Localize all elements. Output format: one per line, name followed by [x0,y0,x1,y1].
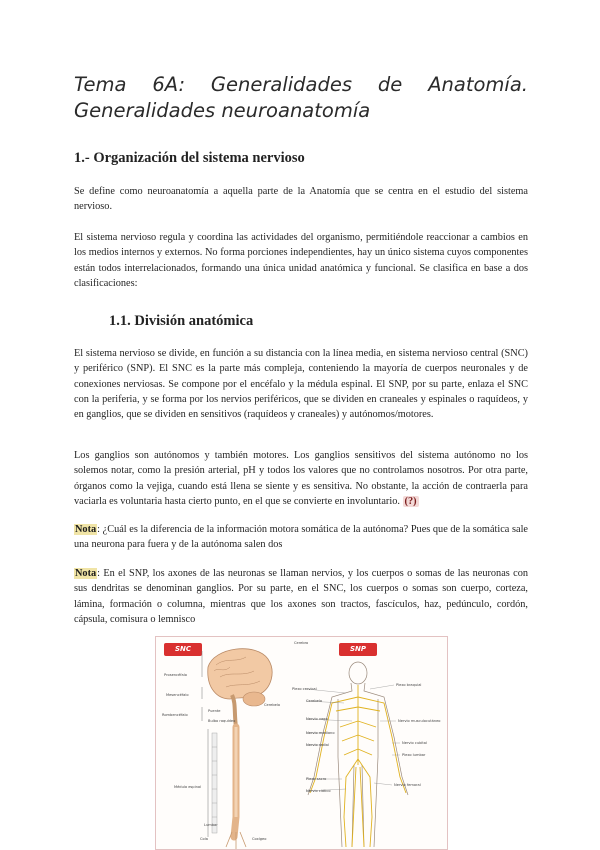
paragraph-sistema-nervioso: El sistema nervioso regula y coordina las actividades del organismo, permitiéndole reaccionar a cambios en los medios internos y externos. No forma porciones independientes, hay un único sistema cuyos componentes están todos interrelacionados, formando una única unidad anatómica y funcional. Se clasifica en base a dos clasificaciones: [74,232,528,289]
label-nervio-radial: Nervio radial [306,743,330,747]
document-title: Tema 6A: Generalidades de Anatomía. Generalidades neuroanatomía [74,73,528,122]
label-cerebelo-snp: Cerebelo [306,699,323,703]
label-plexo-sacro: Plexo sacro [306,777,327,781]
label-prosencefalo: Prosencéfalo [164,673,187,677]
paragraph-definicion: Se define como neuroanatomía a aquella parte de la Anatomía que se centra en el estudio del sistema nervioso. [74,186,528,213]
label-nervio-cubital: Nervio cubital [402,741,427,745]
label-puente: Puente [208,709,221,713]
nervous-system-figure [155,636,448,850]
label-mesencefalo: Mesencéfalo [166,693,189,697]
label-lumbar: Lumbar [204,823,218,827]
note-label: Nota [75,568,97,579]
snc-brackets [202,651,208,837]
label-nervio-femoral: Nervio femoral [394,783,421,787]
label-cerebro: Cerebro [294,641,309,645]
label-bulbo: Bulbo raquídeo [208,719,236,723]
vertebrae-illustration [212,733,217,833]
label-nervio-mediano: Nervio mediano [306,731,335,735]
label-coxigeo: Coxígeo [252,837,267,841]
label-cerebelo-snc: Cerebelo [264,703,281,707]
note-motora-somatica [74,522,528,553]
label-cola: Cola [200,837,208,841]
peripheral-nerves [310,685,406,847]
spinal-cord-illustration [226,727,246,849]
section-heading-organizacion: 1.- Organización del sistema nervioso [74,150,305,166]
label-medula-espinal: Médula espinal [174,785,202,789]
label-rombencefalo: Rombencéfalo [162,713,188,717]
brain-illustration [208,649,272,727]
paragraph-snc-snp: El sistema nervioso se divide, en función a su distancia con la línea media, en sistema nervioso central (SNC) y periférico (SNP). El SNC es la parte más compleja, conteniendo la mayoría de cuerpos neuronales y de conexiones nerviosas. Se compone por el encéfalo y la médula espinal. El SNP, por su parte, enlaza el SNC con la periferia, y se forma por los nervios periféricos, que se dividen en craneales y espinales o raquídeos, y en ganglios, que se dividen en sensitivos (raquídeos y craneales) y autónomos/motores. [74,348,528,421]
snc-tag: SNC [164,643,202,656]
label-nervio-vago: Nervio vago [306,717,328,721]
question-mark-highlight: (?) [404,495,417,507]
paragraph-ganglios [74,448,528,509]
label-plexo-braquial: Plexo braquial [396,683,422,687]
note-text: : En el SNP, los axones de las neuronas se llaman nervios, y los cuerpos o somas de las neuronas con sus dendritas se denominan ganglios. Por su parte, en el SNC, los cuerpos o somas son cuerpo, corteza, lámina, formación o columna, mientras que los axones son tractos, fascículos, haz, pedúnculo, cordón, cápsula, comisura o lemnisco [74,568,528,625]
note-text: : ¿Cuál es la diferencia de la información motora somática de la autónoma? Pues que de la somática sale una neurona para fuera y de la autónoma salen dos [74,524,528,551]
label-plexo-lumbar: Plexo lumbar [402,753,426,757]
snp-tag: SNP [339,643,377,656]
note-axones-ganglios [74,566,528,627]
paragraph-ganglios-text: Los ganglios son autónomos y también motores. Los ganglios sensitivos del sistema autónomo no los solemos notar, como la presión arterial, pH y todos los valores que no controlamos nosotros. Por otra parte, órganos como la vejiga, cuando está llena se siente y es sensitiva. No obstante, la acción de contraerla para vaciarla es voluntaria hasta cierto punto, en el que se convierte en involuntario. [74,450,528,507]
note-label: Nota [75,524,97,535]
subsection-heading-division-anatomica: 1.1. División anatómica [109,313,254,329]
label-nervio-ciatico: Nervio ciático [306,789,331,793]
label-musculocutaneo: Nervio musculocutáneo [398,719,441,723]
label-plexo-cervical: Plexo cervical [292,687,317,691]
